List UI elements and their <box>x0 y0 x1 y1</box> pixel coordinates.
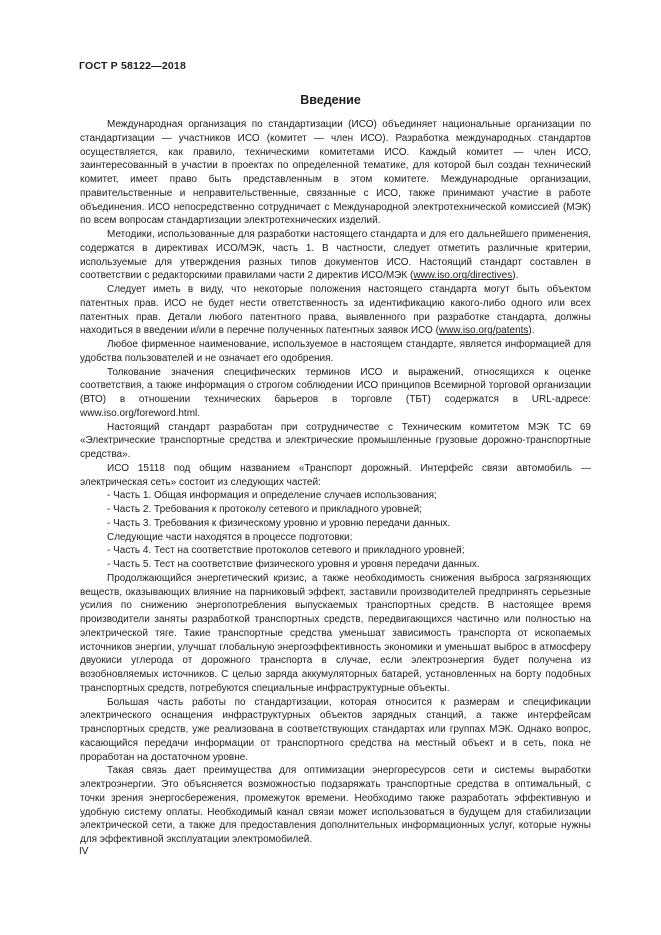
list-item: - Часть 1. Общая информация и определение случаев использования; <box>107 490 437 502</box>
list-item: - Часть 5. Тест на соответствие физического уровня и уровня передачи данных. <box>107 559 480 570</box>
paragraph: ИСО 15118 под общим названием «Транспорт дорожный. Интерфейс связи автомобиль — электрическая сеть» состоит из следующих частей: <box>80 462 591 488</box>
list-item: - Часть 2. Требования к протоколу сетевого и прикладного уровней; <box>107 504 422 515</box>
paragraph: Следующие части находятся в процессе подготовки: <box>107 531 353 543</box>
paragraph: Такая связь дает преимущества для оптимизации энергоресурсов сети и системы выработки электроэнергии. Это объясняется возможностью подзаряжать транспортные средства в оптимальный, с точки зрения энергосбережения, промежуток времени. Необходимо также разработать эффективную и удобную систему оплаты. Необходимый канал связи может использоваться в будущем для стабилизации электрической сети, а также для предоставления дополнительных информационных услуг, которые нужны для эффективной эксплуатации электромобилей. <box>80 765 591 845</box>
section-title: Введение <box>300 93 361 107</box>
document-code: ГОСТ Р 58122—2018 <box>79 60 187 72</box>
paragraph: Международная организация по стандартизации (ИСО) объединяет национальные организации по стандартизации — участников ИСО (комитет — член ИСО). Разработка международных стандартов осуществляется, как правило, техническими комитетами ИСО. Каждый комитет — член ИСО, заинтересованный в участии в проектах по определенной тематике, для которой был создан технический комитет, имеет право быть представленным в этом комитете. Международные организации, правительственные и неправительственные, связанные с ИСО, также принимают участие в работе объединения. ИСО непосредственно сотрудничает с Международной электротехнической комиссией (МЭК) по всем вопросам стандартизации электротехнических изделий. <box>80 119 591 227</box>
paragraph-text: ). <box>512 270 519 282</box>
document-body <box>80 118 591 847</box>
paragraph: Продолжающийся энергетический кризис, а также необходимость снижения выброса загрязняющих веществ, оказывающих влияние на парниковый эффект, заставили производителей предпринять серьезные усилия по снижению энергопотребления выпускаемых транспортных средств. В настоящее время производители заняты разработкой транспортных средств, передвигающихся частично или полностью на электрической тяге. Такие транспортные средства уменьшат зависимость транспорта от ископаемых источников энергии, улучшат глобальную энергоэффективность экономики и уменьшат выброс в атмосферу двуокиси углерода от дорожного транспорта в случае, если электроэнергия будет получена из возобновляемых источников. С целью заряда аккумуляторных батарей, установленных на борту подобных транспортных средств, потребуются специальные инфраструктурные объекты. <box>80 572 591 694</box>
page-number: IV <box>79 846 89 857</box>
paragraph-text: Методики, использованные для разработки настоящего стандарта и для его дальнейшего применения, содержатся в директивах ИСО/МЭК, часть 1. В частности, следует отметить различные критерии, используемые для утверждения разных типов документов ИСО. Настоящий стандарт составлен в соответствии с редакторскими правилами части 2 директив ИСО/МЭК ( <box>80 229 591 282</box>
paragraph <box>80 228 591 283</box>
paragraph: Настоящий стандарт разработан при сотрудничестве с Техническим комитетом МЭК ТС 69 «Электрические транспортные средства и электрические промышленные грузовые дорожно-транспортные средства». <box>80 421 591 460</box>
list-item: - Часть 4. Тест на соответствие протоколов сетевого и прикладного уровней; <box>107 545 465 557</box>
paragraph <box>80 283 591 338</box>
paragraph: Любое фирменное наименование, используемое в настоящем стандарте, является информацией для удобства пользователей и не означает его одобрения. <box>80 339 591 364</box>
paragraph-text: Следует иметь в виду, что некоторые положения настоящего стандарта могут быть объектом патентных прав. ИСО не будет нести ответственность за идентификацию какого-либо одного или всех патентных прав. Детали любого патентного права, выявленного при разработке стандарта, должны находиться в введении и/или в перечне полученных патентных заявок ИСО ( <box>80 284 591 337</box>
directives-link[interactable]: www.iso.org/directives <box>413 270 513 282</box>
paragraph: Толкование значения специфических терминов ИСО и выражений, относящихся к оценке соответствия, а также информация о строгом соблюдении ИСО принципов Всемирной торговой организации (ВТО) в отношении технических барьеров в торговле (ТБТ) содержатся в URL-адресе: www.iso.org/foreword.html. <box>80 366 591 419</box>
paragraph-text: ). <box>528 325 535 337</box>
list-item: - Часть 3. Требования к физическому уровню и уровню передачи данных. <box>107 517 451 529</box>
patents-link[interactable]: www.iso.org/patents <box>438 325 529 337</box>
paragraph: Большая часть работы по стандартизации, которая относится к размерам и спецификации электрического оснащения инфраструктурных объектов зарядных станций, а также интерфейсам транспортных средств, уже реализована в соответствующих стандартах или группах МЭК. Однако вопрос, касающийся передачи информации от транспортного средства на местный объект и в сеть, пока не проработан на достаточном уровне. <box>80 696 591 763</box>
